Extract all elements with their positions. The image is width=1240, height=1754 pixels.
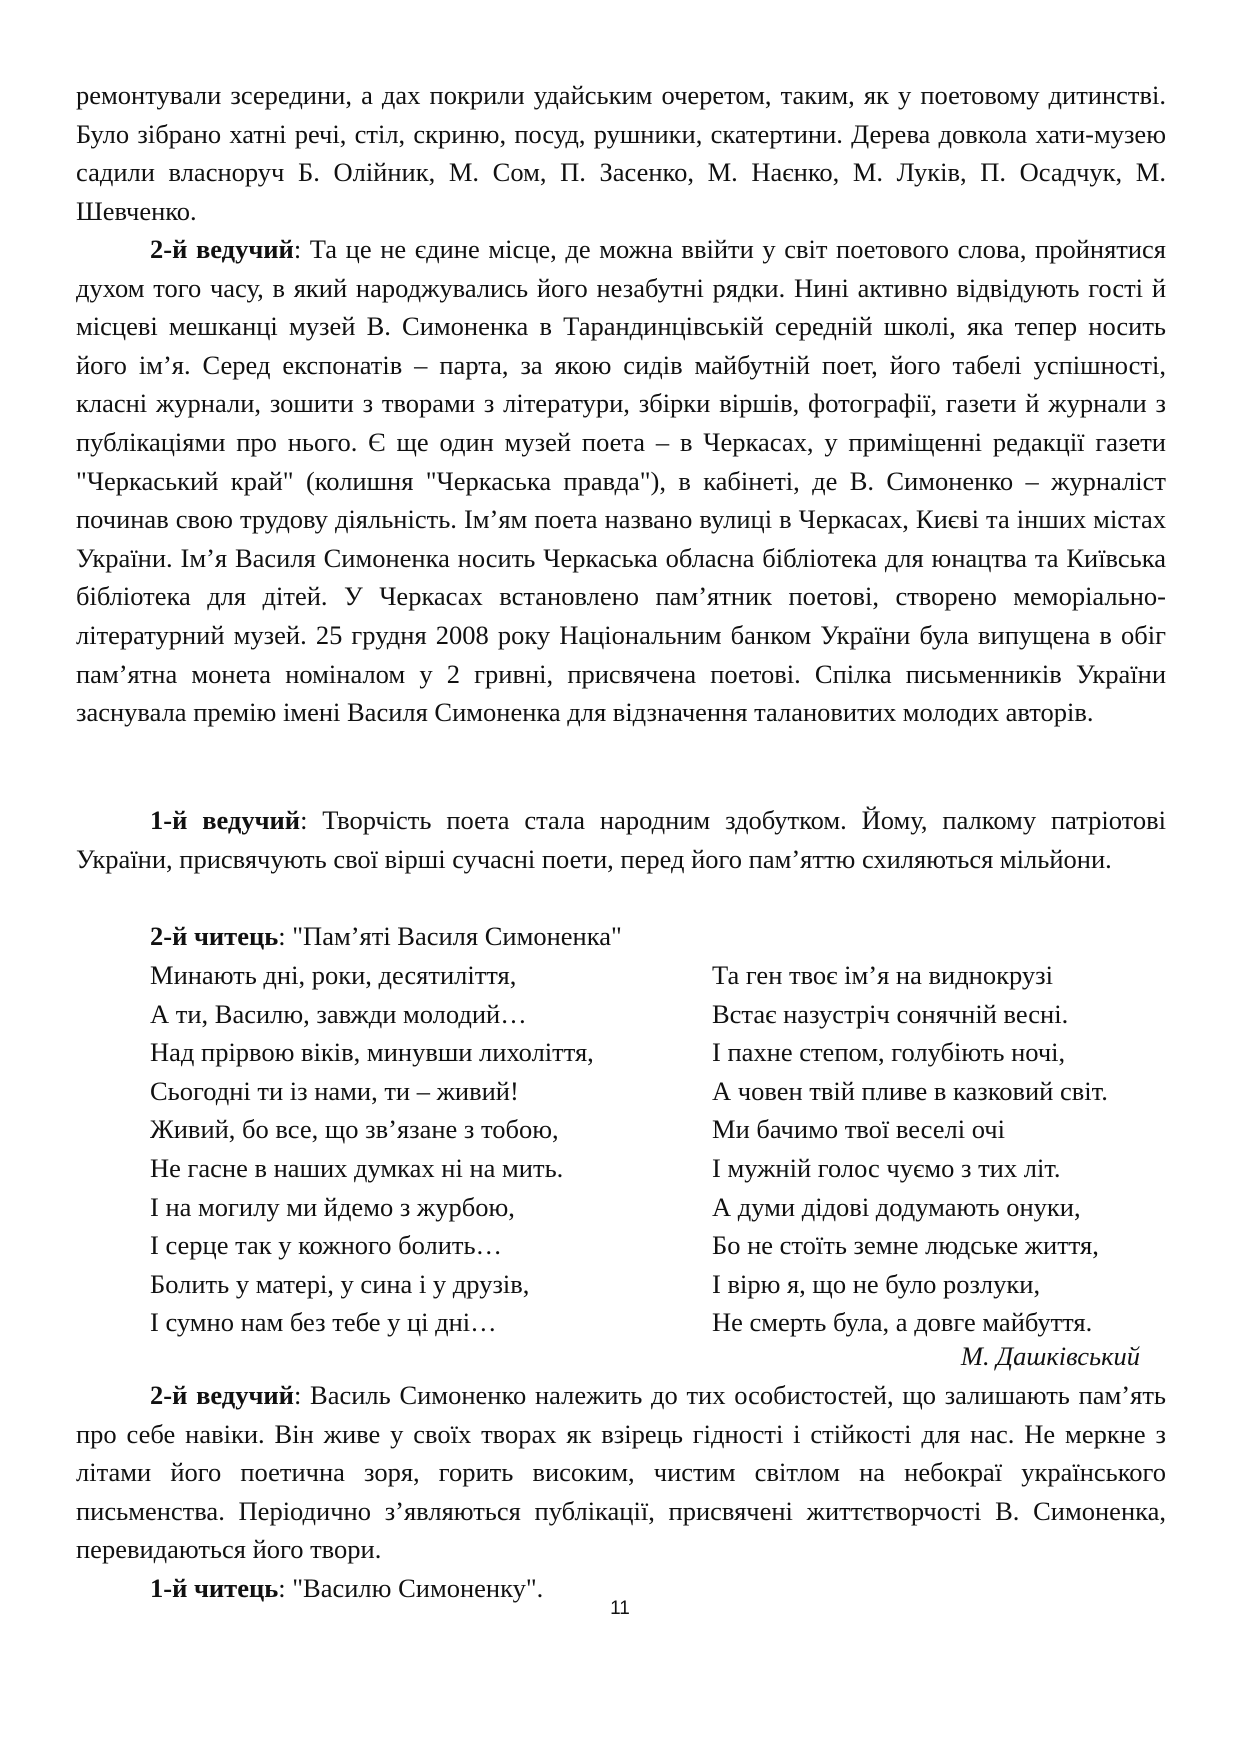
poem-line: Минають дні, роки, десятиліття, [150,960,517,990]
poem-line: Болить у матері, у сина і у друзів, [150,1268,530,1299]
speaker-label: 2-й читець [150,921,279,951]
poem-line: І серце так у кожного болить… [150,1230,503,1261]
paragraph-host1-legacy [76,801,1166,878]
paragraph-text: : Творчість поета стала народним здобутком. Йому, палкому патріотові України, присвячують свої вірші сучасні поети, перед його пам’яттю схиляються мільйони. [76,805,1166,874]
paragraph-museum-house [76,76,1166,230]
poem-line: І на могилу ми йдемо з журбою, [150,1191,515,1222]
reader2-intro [150,917,622,956]
poem-line: Живий, бо все, що зв’язане з тобою, [150,1114,559,1145]
poem-line: Та ген твоє ім’я на виднокрузі [712,960,1053,990]
paragraph-text: ремонтували зсередини, а дах покрили удайським очеретом, таким, як у поетовому дитинстві. Було зібрано хатні речі, стіл, скриню, посуд, рушники, скатертини. Дерева довкола хати-музею садили власноруч Б. Олійник, М. Сом, П. Засенко, М. Наєнко, М. Луків, П. Осадчук, М. Шевченко. [76,80,1166,226]
paragraph-host2-memory [76,1376,1166,1569]
speaker-label: 1-й ведучий [150,805,301,835]
paragraph-host2-museums [76,230,1166,732]
poem-line: Встає назустріч сонячній весні. [712,998,1069,1029]
poem-line: І вірю я, що не було розлуки, [712,1268,1041,1299]
poem-column-right [712,956,1108,1342]
poem-line: Сьогодні ти із нами, ти – живий! [150,1075,519,1106]
poem-line: А човен твій пливе в казковий світ. [712,1075,1108,1106]
poem-title: : "Пам’яті Василя Симоненка" [278,921,622,951]
poem-line: Не смерть була, а довге майбуття. [712,1307,1093,1338]
page-number: 11 [610,1598,630,1619]
poem-column-left [150,956,594,1342]
poem-line: Над прірвою віків, минувши лихоліття, [150,1037,594,1068]
poem-line: Не гасне в наших думках ні на мить. [150,1152,564,1183]
speaker-label: 1-й читець [150,1573,279,1603]
poem-line: І пахне степом, голубіють ночі, [712,1037,1066,1068]
poem-line: А ти, Василю, завжди молодий… [150,998,527,1029]
poem-line: Бо не стоїть земне людське життя, [712,1230,1099,1261]
paragraph-text: : Та це не єдине місце, де можна ввійти у світ поетового слова, пройнятися духом того часу, в який народжувались його незабутні рядки. Нині активно відвідують гості й місцеві мешканці музей В. Симоненка в Тарандинцівській середній школі, яка тепер носить його ім’я. Серед експонатів – парта, за якою сидів майбутній поет, його табелі успішності, класні журнали, зошити з творами з літератури, збірки віршів, фотографії, газети й журнали з публікаціями про нього. Є ще один музей поета – в Черкасах, у приміщенні редакції газети "Черкаський край" (колишня "Черкаська правда"), в кабінеті, де В. Симоненко – журналіст починав свою трудову діяльність. Ім’ям поета названо вулиці в Черкасах, Києві та інших містах України. Ім’я Василя Симоненка носить Черкаська обласна бібліотека для юнацтва та Київська бібліотека для дітей. У Черкасах встановлено пам’ятник поетові, створено меморіально-літературний музей. 25 грудня 2008 року Національним банком України була випущена в обіг пам’ятна монета номіналом у 2 гривні, присвячена поетові. Спілка письменників України заснувала премію імені Василя Симоненка для відзначення талановитих молодих авторів. [76,234,1166,728]
poem-line: І мужній голос чуємо з тих літ. [712,1152,1061,1183]
poem-line: А думи дідові додумають онуки, [712,1191,1081,1222]
poem-line: Ми бачимо твої веселі очі [712,1114,1005,1145]
speaker-label: 2-й ведучий [150,234,294,264]
speaker-label: 2-й ведучий [150,1380,294,1410]
poem-title: : "Василю Симоненку". [278,1573,544,1603]
poem-author: М. Дашківський [960,1341,1140,1371]
paragraph-text: : Василь Симоненко належить до тих особистостей, що залишають пам’ять про себе навіки. Він живе у своїх творах як взірець гідності і стійкості для нас. Не меркне з літами його поетична зоря, горить високим, чистим світлом на небокраї українського письменства. Періодично з’являються публікації, присвячені життєтворчості В. Симоненка, перевидаються його твори. [76,1380,1166,1565]
poem-line: І сумно нам без тебе у ці дні… [150,1307,497,1338]
